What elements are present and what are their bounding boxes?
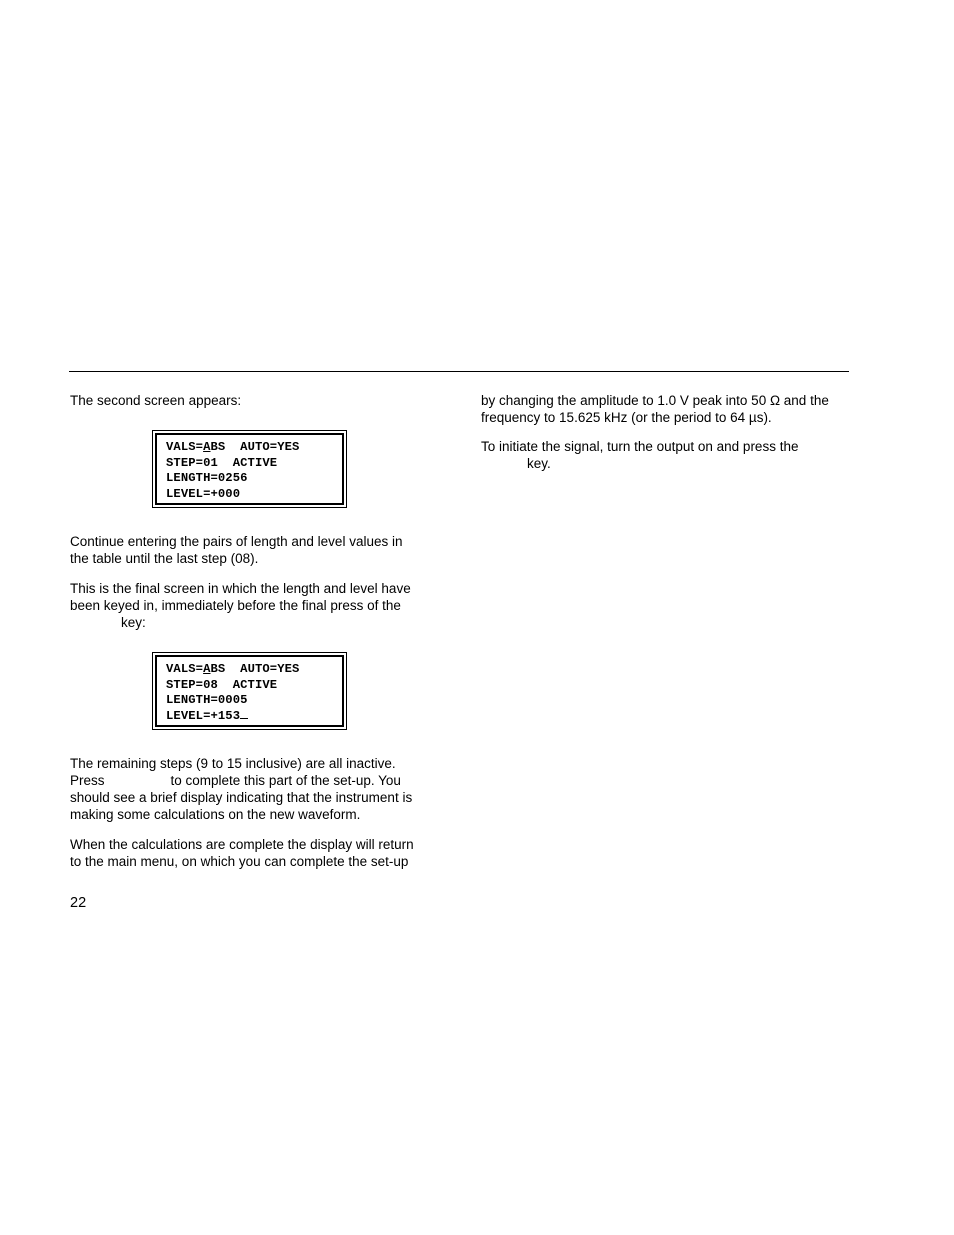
page-number: 22 xyxy=(70,895,87,911)
lcd-line-length: LENGTH=0256 xyxy=(166,471,248,485)
lcd-line-length: LENGTH=0005 xyxy=(166,693,248,707)
paragraph-calculations: When the calculations are complete the display will return to the main menu, on which you can complete the set-up xyxy=(70,837,414,869)
paragraph-amplitude: by changing the amplitude to 1.0 V peak into 50 Ω and the frequency to 15.625 kHz (or the period to 64 µs). xyxy=(481,393,829,425)
lcd-screen-step-08 xyxy=(155,655,344,727)
header-rule xyxy=(69,371,849,372)
paragraph-final-screen: This is the final screen in which the length and level have been keyed in, immediately before the final press of the key: xyxy=(70,581,411,630)
paragraph-initiate-signal: To initiate the signal, turn the output on and press the key. xyxy=(481,439,799,471)
lcd-line-level: LEVEL=+000 xyxy=(166,486,241,501)
paragraph-remaining-steps: The remaining steps (9 to 15 inclusive) are all inactive. Press to complete this part of the set-up. You should see a brief display indicating that the instrument is making some calculations on the new waveform. xyxy=(70,756,413,822)
lcd-line-step: STEP=08 ACTIVE xyxy=(166,677,278,692)
text-cursor xyxy=(240,718,248,719)
lcd-line-vals: VALS=ABS AUTO=YES xyxy=(166,662,300,676)
lcd-line-vals: VALS=ABS AUTO=YES xyxy=(166,440,300,454)
intro-text: The second screen appears: xyxy=(70,393,242,408)
paragraph-continue: Continue entering the pairs of length and level values in the table until the last step (08). xyxy=(70,534,403,566)
lcd-screen-step-01 xyxy=(155,433,344,505)
lcd-line-step: STEP=01 ACTIVE xyxy=(166,455,278,470)
lcd-line-level: LEVEL=+153 xyxy=(166,709,299,725)
